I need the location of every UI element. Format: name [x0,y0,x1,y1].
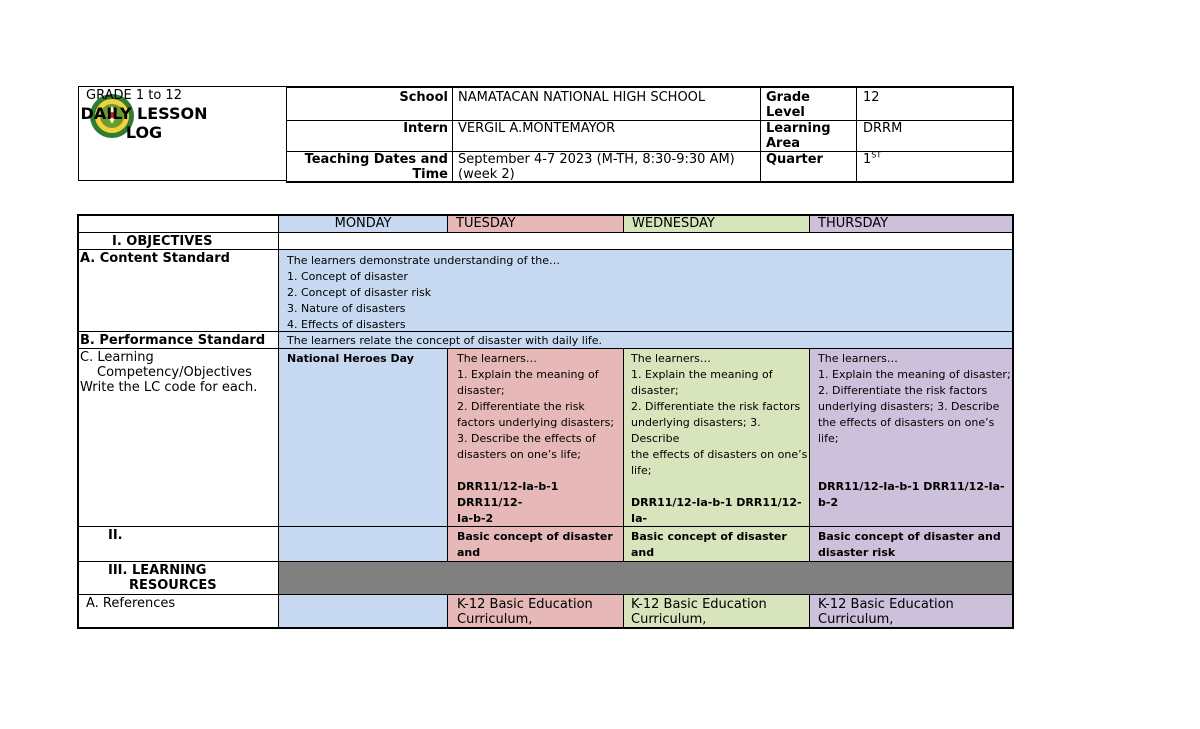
header-info-grid [286,86,1014,183]
wednesday-lc-code: DRR11/12-Ia-b-1 DRR11/12-Ia- [631,496,802,525]
learning-resources-bar [278,561,1014,595]
dates-label: Teaching Dates and Time [304,152,448,182]
wednesday-references: K-12 Basic Education Curriculum, [623,594,810,628]
monday-references [278,594,448,628]
quarter-value: 1ST [863,150,882,167]
wednesday-content: Basic concept of disaster and [623,526,810,562]
thursday-references: K-12 Basic Education Curriculum, [809,594,1014,628]
content-standard-label: A. Content Standard [77,249,279,332]
tuesday-lc: The learners… 1. Explain the meaning of disaster; 2. Differentiate the risk factors underlying disasters; 3. Describe the effects of disasters on one’s life; DRR11/12-Ia-b-1 DRR11/12- Ia-b-2 [447,348,624,527]
corner-cell [77,214,279,233]
performance-standard-label: B. Performance Standard [77,331,279,349]
day-header-wednesday: WEDNESDAY [623,214,810,233]
learning-resources-label: III. LEARNING RESOURCES [77,561,279,595]
thursday-content: Basic concept of disaster and disaster risk [809,526,1014,562]
grade-level-value: 12 [863,90,880,105]
monday-content [278,526,448,562]
grade-level-label: Grade Level [766,90,810,120]
lesson-log-table [77,214,1014,628]
dates-value: September 4-7 2023 (M-TH, 8:30-9:30 AM) (week 2) [458,152,735,182]
grade-range: GRADE 1 to 12 [86,88,182,103]
quarter-label: Quarter [766,152,823,167]
day-header-tuesday: TUESDAY [447,214,624,233]
wednesday-lc: The learners… 1. Explain the meaning of disaster; 2. Differentiate the risk factors underlying disasters; 3. Describe the effects of disasters on one’s life; DRR11/12-Ia-b-1 DRR11/12-Ia- [623,348,810,527]
content-standard-value: The learners demonstrate understanding of the… 1. Concept of disaster 2. Concept of disaster risk 3. Nature of disasters 4. Effects of disasters [278,249,1014,332]
tuesday-lc-code: DRR11/12-Ia-b-1 DRR11/12- [457,480,559,509]
school-label: School [399,90,448,105]
monday-lc-note: National Heroes Day [278,348,448,527]
tuesday-content: Basic concept of disaster and [447,526,624,562]
intern-value: VERGIL A.MONTEMAYOR [458,121,616,136]
tuesday-references: K-12 Basic Education Curriculum, [447,594,624,628]
references-label: A. References [77,594,279,628]
content-label: II. [77,526,279,562]
learning-area-label: Learning Area [766,121,831,151]
day-header-thursday: THURSDAY [809,214,1014,233]
performance-standard-value: The learners relate the concept of disaster with daily life. [278,331,1014,349]
thursday-lc: The learners… 1. Explain the meaning of disaster; 2. Differentiate the risk factors underlying disasters; 3. Describe the effects of disasters on one’s life; DRR11/12-Ia-b-1 DRR11/12-Ia-b-2 [809,348,1014,527]
intern-label: Intern [403,121,448,136]
day-header-monday: MONDAY [278,214,448,233]
objectives-label: I. OBJECTIVES [77,232,279,250]
thursday-lc-code: DRR11/12-Ia-b-1 DRR11/12-Ia-b-2 [818,480,1005,509]
objectives-value [278,232,1014,250]
document-title: DAILY LESSON LOG [80,104,208,142]
learning-area-value: DRRM [863,121,903,136]
school-value: NAMATACAN NATIONAL HIGH SCHOOL [458,90,706,105]
learning-competency-label: C. Learning Competency/Objectives Write the LC code for each. [77,348,279,527]
